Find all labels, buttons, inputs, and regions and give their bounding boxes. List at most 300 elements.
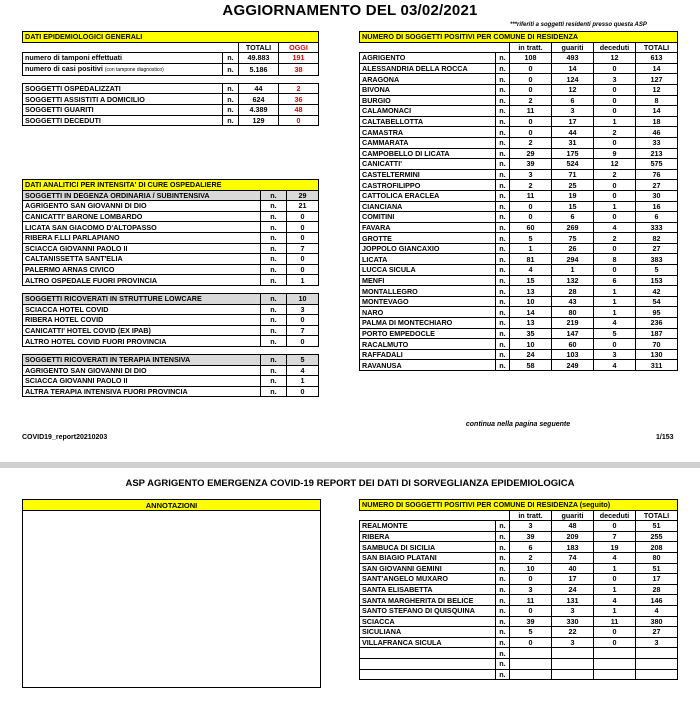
unit-cell: n. (496, 627, 510, 638)
table-row (23, 325, 319, 336)
in-treatment-cell: 4 (510, 265, 552, 276)
comune-name: RACALMUTO (360, 339, 496, 350)
row-label: RIBERA F.LLI PARLAPIANO (23, 232, 261, 243)
table-row (23, 275, 319, 286)
in-treatment-cell: 0 (510, 201, 552, 212)
in-treatment-cell: 11 (510, 595, 552, 606)
unit-cell: n. (261, 264, 287, 275)
comune-name: CATTOLICA ERACLEA (360, 190, 496, 201)
deceased-cell: 0 (594, 637, 636, 648)
annotations-header: ANNOTAZIONI (23, 500, 320, 511)
deceased-cell: 8 (594, 254, 636, 265)
table-row (360, 318, 678, 329)
total-cell: 5 (636, 265, 678, 276)
deceased-cell (594, 648, 636, 659)
table-row (23, 336, 319, 347)
table-row (360, 627, 678, 638)
in-treatment-cell: 0 (510, 637, 552, 648)
unit-cell: n. (261, 275, 287, 286)
in-treatment-cell: 0 (510, 127, 552, 138)
page-number: 1/153 (656, 434, 674, 441)
row-label: CANICATTI' BARONE LOMBARDO (23, 211, 261, 222)
row-label-text: numero di casi positivi (25, 63, 103, 73)
table-row (23, 315, 319, 326)
in-treatment-cell: 60 (510, 222, 552, 233)
deceased-cell: 1 (594, 563, 636, 574)
row-label: LICATA SAN GIACOMO D'ALTOPASSO (23, 222, 261, 233)
unit-cell: n. (496, 658, 510, 669)
table-row (360, 74, 678, 85)
in-treatment-cell: 0 (510, 74, 552, 85)
unit-cell: n. (261, 325, 287, 336)
unit-cell: n. (496, 669, 510, 680)
in-treatment-cell: 0 (510, 116, 552, 127)
deceased-cell: 2 (594, 233, 636, 244)
unit-cell: n. (223, 104, 239, 115)
total-cell: 30 (636, 190, 678, 201)
value-cell: 10 (287, 293, 319, 304)
in-treatment-cell: 2 (510, 137, 552, 148)
table-row (360, 190, 678, 201)
in-treatment-cell: 0 (510, 84, 552, 95)
recovered-cell: 17 (552, 574, 594, 585)
in-treatment-cell: 2 (510, 552, 552, 563)
total-cell: 76 (636, 169, 678, 180)
comune-name: SAMBUCA DI SICILIA (360, 542, 496, 553)
unit-cell: n. (496, 95, 510, 106)
in-treatment-cell: 108 (510, 53, 552, 64)
recovered-cell: 132 (552, 275, 594, 286)
total-cell: 575 (636, 159, 678, 170)
unit-cell: n. (496, 222, 510, 233)
unit-cell: n. (496, 159, 510, 170)
comune-name: SANTA MARGHERITA DI BELICE (360, 595, 496, 606)
deceased-cell: 0 (594, 63, 636, 74)
today-cell: 0 (279, 115, 319, 126)
unit-cell: n. (223, 63, 239, 75)
unit-cell: n. (496, 328, 510, 339)
total-cell: 3 (636, 637, 678, 648)
total-cell: 187 (636, 328, 678, 339)
comune-name: AGRIGENTO (360, 53, 496, 64)
total-cell: 613 (636, 53, 678, 64)
report-title: AGGIORNAMENTO DEL 03/02/2021 (222, 2, 478, 19)
column-header: in tratt. (510, 510, 552, 521)
unit-cell: n. (261, 243, 287, 254)
recovered-cell: 19 (552, 190, 594, 201)
table-row (23, 264, 319, 275)
value-cell: 3 (287, 304, 319, 315)
unit-cell: n. (261, 315, 287, 326)
table-row (360, 137, 678, 148)
in-treatment-cell: 13 (510, 318, 552, 329)
recovered-cell: 6 (552, 212, 594, 223)
in-treatment-cell: 11 (510, 190, 552, 201)
table-row (360, 360, 678, 371)
unit-cell: n. (496, 584, 510, 595)
recovered-cell: 26 (552, 243, 594, 254)
recovered-cell: 14 (552, 63, 594, 74)
comune-name: VILLAFRANCA SICULA (360, 637, 496, 648)
deceased-cell: 4 (594, 360, 636, 371)
recovered-cell: 6 (552, 95, 594, 106)
table-row (23, 211, 319, 222)
recovered-cell: 294 (552, 254, 594, 265)
row-label: CANICATTI' HOTEL COVID (EX IPAB) (23, 325, 261, 336)
unit-cell: n. (261, 222, 287, 233)
report-subtitle: ASP AGRIGENTO EMERGENZA COVID-19 REPORT DEI DATI DI SORVEGLIANZA EPIDEMIOLOGICA (125, 478, 575, 489)
today-cell: 191 (279, 53, 319, 64)
comune-name: LUCCA SICULA (360, 265, 496, 276)
unit-cell: n. (496, 605, 510, 616)
comune-name: BIVONA (360, 84, 496, 95)
unit-cell: n. (496, 339, 510, 350)
recovered-cell (552, 648, 594, 659)
comune-name: SAN BIAGIO PLATANI (360, 552, 496, 563)
recovered-cell: 60 (552, 339, 594, 350)
unit-cell: n. (496, 74, 510, 85)
table-row (360, 669, 678, 680)
unit-cell: n. (496, 563, 510, 574)
deceased-cell: 0 (594, 137, 636, 148)
column-header: guariti (552, 42, 594, 53)
row-label: CALTANISSETTA SANT'ELIA (23, 254, 261, 265)
table-row (23, 63, 319, 75)
unit-cell: n. (496, 648, 510, 659)
total-cell: 6 (636, 212, 678, 223)
general-data-header: DATI EPIDEMIOLOGICI GENERALI (23, 32, 319, 43)
table-row (360, 307, 678, 318)
unit-cell: n. (223, 83, 239, 94)
recovered-cell: 40 (552, 563, 594, 574)
total-cell: 153 (636, 275, 678, 286)
table-row (23, 115, 319, 126)
in-treatment-cell: 24 (510, 349, 552, 360)
value-cell: 0 (287, 254, 319, 265)
table-row (360, 148, 678, 159)
deceased-cell: 1 (594, 605, 636, 616)
recovered-cell: 43 (552, 296, 594, 307)
deceased-cell: 5 (594, 328, 636, 339)
row-label-note: (con tampone diagnostico) (104, 66, 164, 73)
in-treatment-cell (510, 658, 552, 669)
deceased-cell: 0 (594, 84, 636, 95)
value-cell: 1 (287, 275, 319, 286)
unit-cell: n. (496, 212, 510, 223)
comune-name: CAMMARATA (360, 137, 496, 148)
deceased-cell: 3 (594, 349, 636, 360)
recovered-cell: 524 (552, 159, 594, 170)
unit-cell: n. (261, 336, 287, 347)
deceased-cell: 2 (594, 169, 636, 180)
recovered-cell: 183 (552, 542, 594, 553)
table-row (360, 339, 678, 350)
recovered-cell: 1 (552, 265, 594, 276)
deceased-cell: 12 (594, 159, 636, 170)
total-cell (636, 648, 678, 659)
in-treatment-cell: 58 (510, 360, 552, 371)
total-cell: 33 (636, 137, 678, 148)
total-cell: 14 (636, 106, 678, 117)
unit-cell: n. (496, 521, 510, 532)
row-label (23, 63, 223, 75)
recovered-cell (552, 669, 594, 680)
deceased-cell: 2 (594, 127, 636, 138)
hospital-data-table (22, 179, 319, 397)
in-treatment-cell: 0 (510, 212, 552, 223)
deceased-cell: 6 (594, 275, 636, 286)
table-row (360, 552, 678, 563)
deceased-cell: 1 (594, 307, 636, 318)
comune-name: CIANCIANA (360, 201, 496, 212)
section-row (23, 354, 319, 365)
table-row (360, 275, 678, 286)
comune-name (360, 658, 496, 669)
comuni-table (359, 31, 678, 371)
total-cell: 17 (636, 574, 678, 585)
table-row (360, 296, 678, 307)
total-cell: 42 (636, 286, 678, 297)
row-label: SCIACCA GIOVANNI PAOLO II (23, 376, 261, 387)
row-label: RIBERA HOTEL COVID (23, 315, 261, 326)
recovered-cell: 209 (552, 531, 594, 542)
hospital-data-header: DATI ANALITICI PER INTENSITA' DI CURE OSPEDALIERE (23, 180, 319, 191)
in-treatment-cell: 0 (510, 574, 552, 585)
unit-cell: n. (496, 84, 510, 95)
table-row (23, 304, 319, 315)
table-row (360, 95, 678, 106)
unit-cell: n. (496, 595, 510, 606)
total-cell: 18 (636, 116, 678, 127)
unit-cell: n. (223, 94, 239, 105)
unit-cell: n. (261, 365, 287, 376)
total-cell: 130 (636, 349, 678, 360)
table-row (360, 286, 678, 297)
table-row (360, 531, 678, 542)
comune-name (360, 648, 496, 659)
total-cell: 380 (636, 616, 678, 627)
comune-name: PORTO EMPEDOCLE (360, 328, 496, 339)
recovered-cell (552, 658, 594, 669)
table-row (360, 254, 678, 265)
comune-name: MONTALLEGRO (360, 286, 496, 297)
in-treatment-cell: 3 (510, 169, 552, 180)
table-row (360, 212, 678, 223)
recovered-cell: 103 (552, 349, 594, 360)
unit-cell: n. (223, 53, 239, 64)
row-label: PALERMO ARNAS CIVICO (23, 264, 261, 275)
section-title: SOGGETTI IN DEGENZA ORDINARIA / SUBINTENSIVA (23, 190, 261, 201)
table-row (360, 658, 678, 669)
deceased-cell: 0 (594, 243, 636, 254)
total-cell: 27 (636, 243, 678, 254)
total-cell: 82 (636, 233, 678, 244)
comune-name: RAVANUSA (360, 360, 496, 371)
unit-cell: n. (496, 286, 510, 297)
column-header: TOTALI (636, 42, 678, 53)
value-cell: 29 (287, 190, 319, 201)
annotations-box (22, 499, 321, 688)
deceased-cell: 1 (594, 201, 636, 212)
total-cell: 28 (636, 584, 678, 595)
recovered-cell: 3 (552, 605, 594, 616)
column-header: in tratt. (510, 42, 552, 53)
value-cell: 4 (287, 365, 319, 376)
table-row (23, 365, 319, 376)
comune-name: LICATA (360, 254, 496, 265)
in-treatment-cell: 11 (510, 106, 552, 117)
total-cell: 95 (636, 307, 678, 318)
recovered-cell: 493 (552, 53, 594, 64)
unit-cell: n. (261, 386, 287, 397)
total-cell: 127 (636, 74, 678, 85)
total-cell: 311 (636, 360, 678, 371)
comune-name: CANICATTI' (360, 159, 496, 170)
in-treatment-cell: 0 (510, 605, 552, 616)
unit-cell: n. (496, 574, 510, 585)
value-cell: 0 (287, 315, 319, 326)
recovered-cell: 48 (552, 521, 594, 532)
table-row (360, 127, 678, 138)
recovered-cell: 24 (552, 584, 594, 595)
total-cell: 4 (636, 605, 678, 616)
unit-cell: n. (261, 254, 287, 265)
recovered-cell: 3 (552, 637, 594, 648)
deceased-cell: 0 (594, 521, 636, 532)
unit-cell: n. (496, 63, 510, 74)
table-row (360, 542, 678, 553)
deceased-cell: 4 (594, 552, 636, 563)
unit-cell: n. (261, 304, 287, 315)
deceased-cell: 7 (594, 531, 636, 542)
value-cell: 0 (287, 211, 319, 222)
row-label: SCIACCA HOTEL COVID (23, 304, 261, 315)
unit-cell: n. (261, 376, 287, 387)
in-treatment-cell: 10 (510, 563, 552, 574)
total-cell: 54 (636, 296, 678, 307)
comune-name: ARAGONA (360, 74, 496, 85)
deceased-cell (594, 669, 636, 680)
row-label: ALTRO OSPEDALE FUORI PROVINCIA (23, 275, 261, 286)
page-separator (0, 462, 700, 468)
table-row (360, 201, 678, 212)
table-row (360, 605, 678, 616)
comune-name (360, 669, 496, 680)
in-treatment-cell: 3 (510, 584, 552, 595)
total-cell: 27 (636, 180, 678, 191)
total-cell: 208 (636, 542, 678, 553)
unit-cell: n. (496, 127, 510, 138)
in-treatment-cell: 39 (510, 159, 552, 170)
total-cell: 27 (636, 627, 678, 638)
table-row (360, 222, 678, 233)
deceased-cell: 0 (594, 190, 636, 201)
total-cell: 46 (636, 127, 678, 138)
total-cell: 146 (636, 595, 678, 606)
table-row (360, 169, 678, 180)
table-row (23, 94, 319, 105)
deceased-cell: 3 (594, 74, 636, 85)
comune-name: RIBERA (360, 531, 496, 542)
comune-name: ALESSANDRIA DELLA ROCCA (360, 63, 496, 74)
unit-cell: n. (496, 233, 510, 244)
comuni-continued-table (359, 499, 678, 680)
comune-name: RAFFADALI (360, 349, 496, 360)
value-cell: 5 (287, 354, 319, 365)
total-cell (636, 669, 678, 680)
section-row (23, 293, 319, 304)
in-treatment-cell: 13 (510, 286, 552, 297)
recovered-cell: 75 (552, 233, 594, 244)
unit-cell: n. (496, 53, 510, 64)
value-cell: 0 (287, 264, 319, 275)
unit-cell: n. (261, 211, 287, 222)
comune-name: MENFI (360, 275, 496, 286)
comune-name: SANT'ANGELO MUXARO (360, 574, 496, 585)
today-cell: 2 (279, 83, 319, 94)
table-row (23, 243, 319, 254)
recovered-cell: 175 (552, 148, 594, 159)
in-treatment-cell: 29 (510, 148, 552, 159)
in-treatment-cell: 1 (510, 243, 552, 254)
unit-cell: n. (496, 254, 510, 265)
comune-name: SAN GIOVANNI GEMINI (360, 563, 496, 574)
total-cell: 5.186 (239, 63, 279, 75)
table-row (360, 63, 678, 74)
table-row (360, 159, 678, 170)
comune-name: CALAMONACI (360, 106, 496, 117)
table-row (360, 595, 678, 606)
column-header: TOTALI (636, 510, 678, 521)
comune-name: CASTELTERMINI (360, 169, 496, 180)
table-row (360, 180, 678, 191)
in-treatment-cell (510, 669, 552, 680)
residents-note: ***riferiti a soggetti residenti presso questa ASP (510, 22, 647, 28)
total-cell: 16 (636, 201, 678, 212)
recovered-cell: 124 (552, 74, 594, 85)
comune-name: SANTO STEFANO DI QUISQUINA (360, 605, 496, 616)
comune-name: REALMONTE (360, 521, 496, 532)
recovered-cell: 28 (552, 286, 594, 297)
table-row (360, 265, 678, 276)
unit-cell: n. (261, 201, 287, 212)
in-treatment-cell: 6 (510, 542, 552, 553)
column-header: deceduti (594, 510, 636, 521)
row-label-text: numero di tamponi effettuati (25, 53, 123, 63)
row-label: ALTRO HOTEL COVID FUORI PROVINCIA (23, 336, 261, 347)
unit-cell: n. (496, 116, 510, 127)
recovered-cell: 249 (552, 360, 594, 371)
unit-cell: n. (496, 552, 510, 563)
in-treatment-cell: 39 (510, 616, 552, 627)
unit-cell: n. (223, 115, 239, 126)
comune-name: SICULIANA (360, 627, 496, 638)
in-treatment-cell (510, 648, 552, 659)
table-row (360, 648, 678, 659)
continua-note: continua nella pagina seguente (465, 421, 571, 428)
recovered-cell: 31 (552, 137, 594, 148)
unit-cell: n. (496, 106, 510, 117)
section-row (23, 190, 319, 201)
row-label: AGRIGENTO SAN GIOVANNI DI DIO (23, 365, 261, 376)
in-treatment-cell: 0 (510, 63, 552, 74)
deceased-cell (594, 658, 636, 669)
deceased-cell: 0 (594, 212, 636, 223)
section-title: SOGGETTI RICOVERATI IN STRUTTURE LOWCARE (23, 293, 261, 304)
total-cell: 80 (636, 552, 678, 563)
recovered-cell: 22 (552, 627, 594, 638)
recovered-cell: 71 (552, 169, 594, 180)
